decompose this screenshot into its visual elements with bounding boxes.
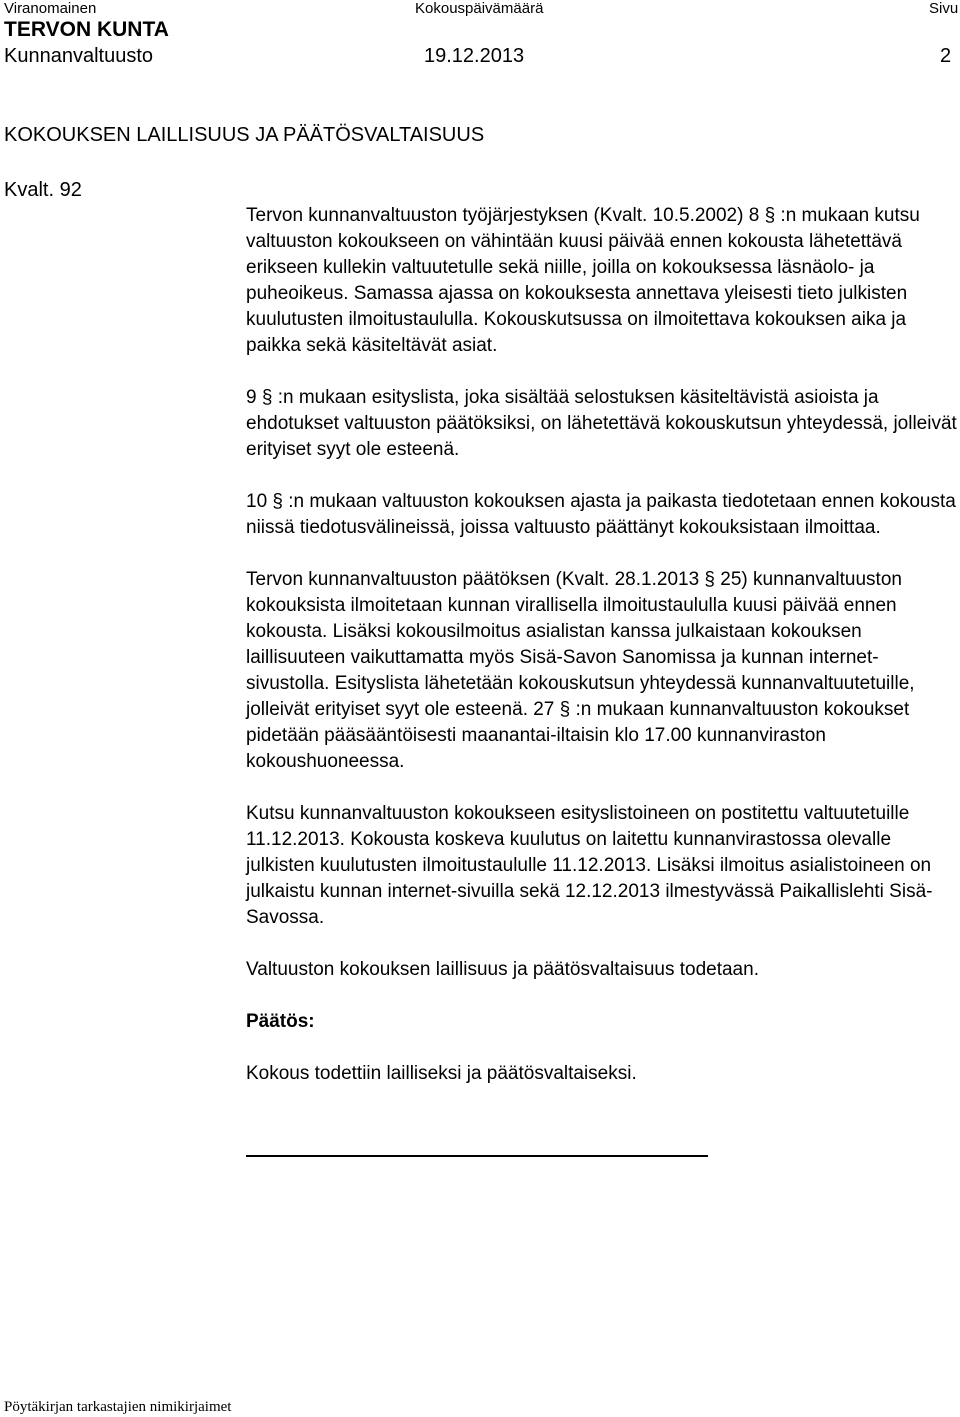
paragraph: Valtuuston kokouksen laillisuus ja päätösvaltaisuus todetaan.	[246, 959, 759, 980]
section-title: KOKOUKSEN LAILLISUUS JA PÄÄTÖSVALTAISUUS	[4, 124, 485, 146]
paragraph: 10 § :n mukaan valtuuston kokouksen ajasta ja paikasta tiedotetaan ennen kokousta niissä tiedotusvälineissä, joissa valtuusto päättänyt kokouksistaan ilmoittaa.	[246, 491, 956, 538]
signature-line	[246, 1155, 708, 1157]
paragraph: Kutsu kunnanvaltuuston kokoukseen esityslistoineen on postitettu valtuutetuille 11.12.2013. Kokousta koskeva kuulutus on laitettu kunnanvirastossa olevalle julkisten kuulutusten ilmoitustaululle 11.12.2013. Lisäksi ilmoitus asialistoineen on julkaistu kunnan internet-sivuilla sekä 12.12.2013 ilmestyvässä Paikallislehti Sisä-Savossa.	[246, 803, 933, 928]
page-number: 2	[940, 45, 952, 67]
paragraph: 9 § :n mukaan esityslista, joka sisältää selostuksen käsiteltävistä asioista ja ehdotukset valtuuston päätöksiksi, on lähetettävä kokouskutsun yhteydessä, jolleivät erityiset syyt ole esteenä.	[246, 387, 957, 460]
page-label: Sivu	[929, 0, 959, 17]
decision-text: Kokous todettiin lailliseksi ja päätösvaltaiseksi.	[246, 1063, 637, 1084]
paragraph: Tervon kunnanvaltuuston päätöksen (Kvalt. 28.1.2013 § 25) kunnanvaltuuston kokouksista ilmoitetaan kunnan virallisella ilmoitustaululla kuusi päivää ennen kokousta. Lisäksi kokousilmoitus asialistan kanssa julkaistaan kokouksen laillisuuteen vaikuttamatta myös Sisä-Savon Sanomissa ja kunnan internet-sivustolla. Esityslista lähetetään kokouskutsun yhteydessä kunnanvaltuutetuille, jolleivät erityiset syyt ole esteenä. 27 § :n mukaan kunnanvaltuuston kokoukset pidetään pääsääntöisesti maanantai-iltaisin klo 17.00 kunnanviraston kokoushuoneessa.	[246, 569, 915, 772]
meeting-date-label: Kokouspäivämäärä	[415, 0, 544, 17]
organ-name: Kunnanvaltuusto	[4, 45, 154, 67]
document-body	[246, 203, 958, 1113]
official-label: Viranomainen	[4, 0, 97, 17]
paragraph: Tervon kunnanvaltuuston työjärjestyksen (Kvalt. 10.5.2002) 8 § :n mukaan kutsu valtuuston kokoukseen on vähintään kuusi päivää ennen kokousta lähetettävä erikseen kullekin valtuutetulle sekä niille, joilla on kokouksessa läsnäolo- ja puheoikeus. Samassa ajassa on kokouksesta annettava yleisesti tieto julkisten kuulutusten ilmoitustaululla. Kokouskutsussa on ilmoitettava kokouksen aika ja paikka sekä käsiteltävät asiat.	[246, 205, 920, 356]
case-number: Kvalt. 92	[4, 179, 82, 201]
organization-name: TERVON KUNTA	[4, 18, 169, 41]
meeting-date: 19.12.2013	[424, 45, 525, 67]
footer-initials-label: Pöytäkirjan tarkastajien nimikirjaimet	[4, 1399, 232, 1415]
decision-label: Päätös:	[246, 1011, 315, 1032]
